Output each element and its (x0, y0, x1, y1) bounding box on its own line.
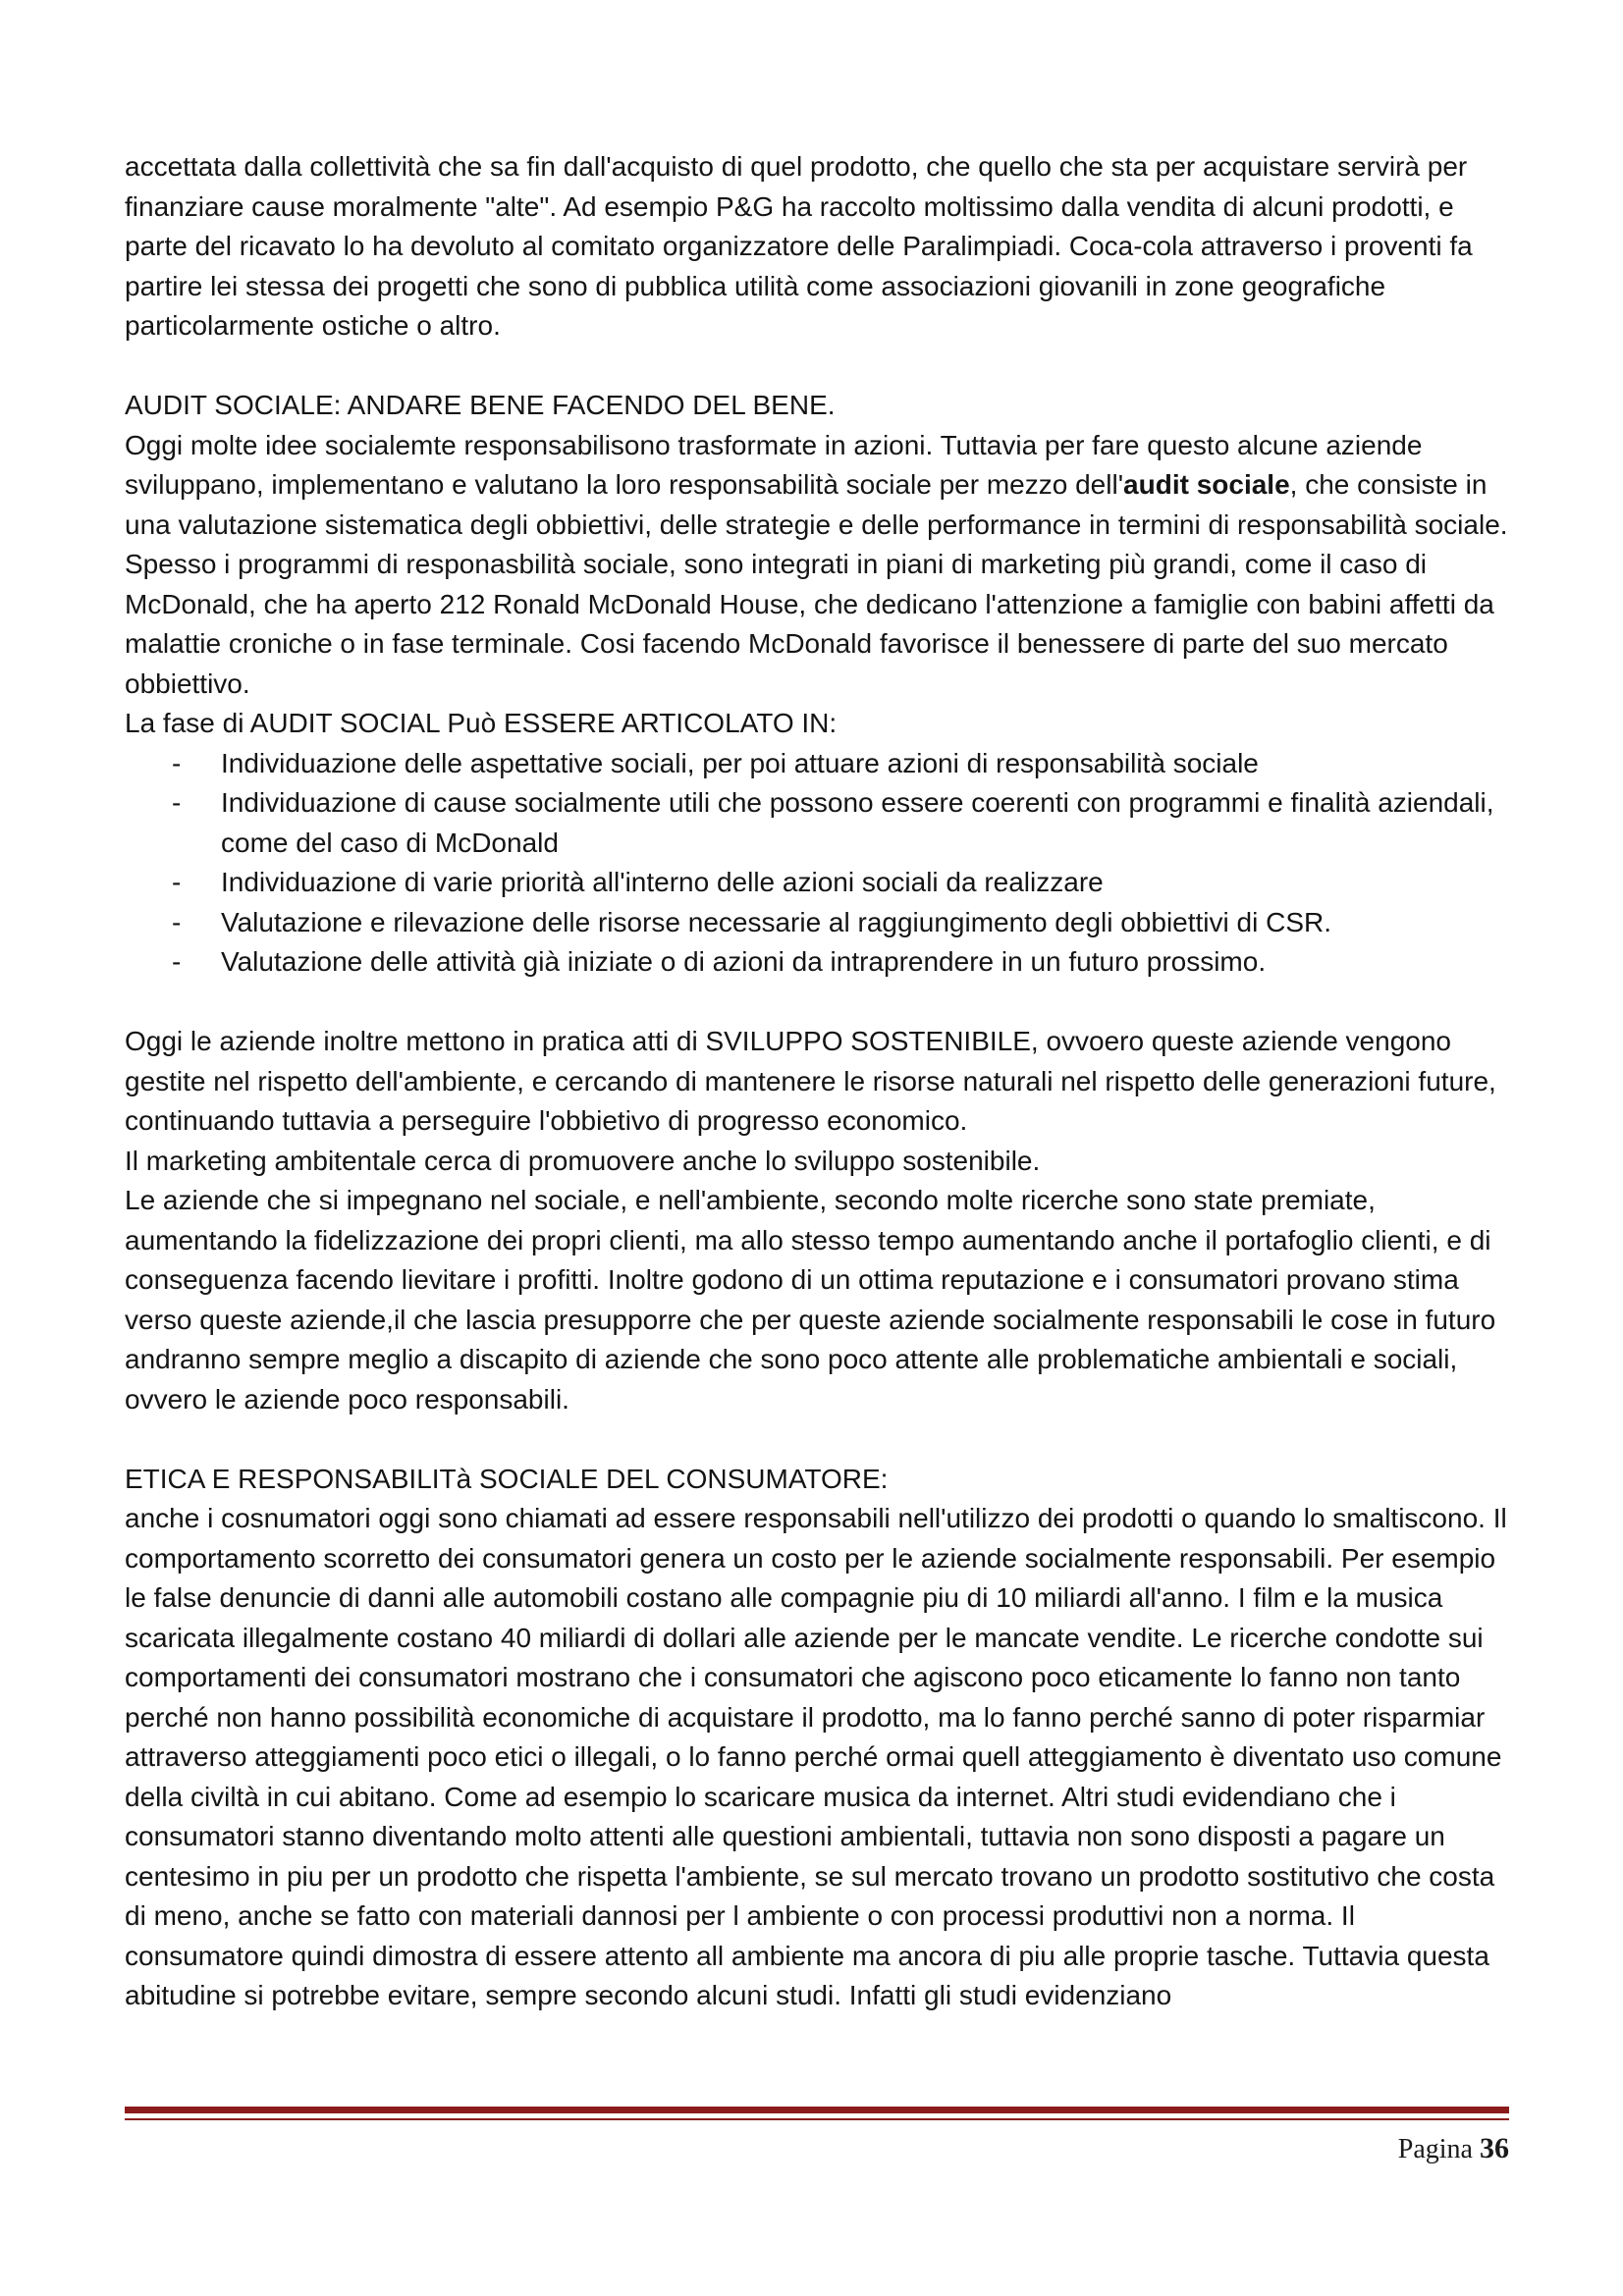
etica-heading: ETICA E RESPONSABILITà SOCIALE DEL CONSUMATORE: (125, 1463, 889, 1494)
list-item (125, 744, 1509, 784)
list-item (125, 863, 1509, 903)
audit-paragraph-mcdonald: Spesso i programmi di responasbilità sociale, sono integrati in piani di marketing più grandi, come il caso di McDonald, che ha aperto 212 Ronald McDonald House, che dedicano l'attenzione a famiglie con babini affetti da malattie croniche o in fase terminale. Cosi facendo McDonald favorisce il benessere di parte del suo mercato obbiettivo. (125, 549, 1494, 699)
paragraph-intro: accettata dalla collettività che sa fin dall'acquisto di quel prodotto, che quello che sta per acquistare servirà per finanziare cause moralmente "alte". Ad esempio P&G ha raccolto moltissimo dalla vendita di alcuni prodotti, e parte del ricavato lo ha devoluto al comitato organizzatore delle Paralimpiadi. Coca-cola attraverso i proventi fa partire lei stessa dei progetti che sono di pubblica utilità come associazioni giovanili in zone geografiche particolarmente ostiche o altro. (125, 151, 1473, 341)
list-item (125, 942, 1509, 983)
list-item-text: Valutazione delle attività già iniziate o di azioni da intraprendere in un futuro prossimo. (221, 946, 1267, 977)
marketing-ambientale-paragraph: Il marketing ambitentale cerca di promuovere anche lo sviluppo sostenibile. (125, 1145, 1041, 1176)
page-number-value: 36 (1480, 2132, 1509, 2164)
page-label: Pagina (1397, 2134, 1473, 2164)
audit-list (125, 744, 1509, 983)
spacer (125, 347, 1509, 387)
dash-bullet: - (172, 747, 182, 778)
audit-text-before: Oggi molte idee socialemte responsabilisono trasformate in azioni. Tuttavia per fare questo alcune aziende sviluppano, implementano e valutano la loro responsabilità sociale per mezzo dell' (125, 429, 1423, 500)
audit-heading: AUDIT SOCIALE: ANDARE BENE FACENDO DEL BENE. (125, 390, 836, 420)
page-number (1398, 2132, 1509, 2165)
audit-paragraph (125, 426, 1509, 546)
sviluppo-paragraph: Oggi le aziende inoltre mettono in pratica atti di SVILUPPO SOSTENIBILE, ovvoero queste aziende vengono gestite nel rispetto dell'ambiente, e cercando di mantenere le risorse naturali nel rispetto delle generazioni future, continuando tuttavia a perseguire l'obbietivo di progresso economico. (125, 1026, 1496, 1136)
audit-text-after: , che consiste in una valutazione sistematica degli obbiettivi, delle strategie e delle performance in termini di responsabilità sociale. (125, 469, 1508, 540)
audit-bold-term: audit sociale (1123, 469, 1290, 500)
dash-bullet: - (172, 787, 182, 818)
list-item (125, 903, 1509, 943)
dash-bullet: - (172, 906, 182, 937)
spacer (125, 1419, 1509, 1460)
list-item (125, 783, 1509, 863)
etica-paragraph: anche i cosnumatori oggi sono chiamati ad essere responsabili nell'utilizzo dei prodotti o quando lo smaltiscono. Il comportamento scorretto dei consumatori genera un costo per le aziende socialmente responsabili. Per esempio le false denuncie di danni alle automobili costano alle compagnie piu di 10 miliardi all'anno. I film e la musica scaricata illegalmente costano 40 miliardi di dollari alle aziende per le mancate vendite. Le ricerche condotte sui comportamenti dei consumatori mostrano che i consumatori che agiscono poco eticamente lo fanno non tanto perché non hanno possibilità economiche di acquistare il prodotto, ma lo fanno perché sanno di poter risparmiar attraverso atteggiamenti poco etici o illegali, o lo fanno perché ormai quell atteggiamento è diventato uso comune della civiltà in cui abitano. Come ad esempio lo scaricare musica da internet. Altri studi evidendiano che i consumatori stanno diventando molto attenti alle questioni ambientali, tuttavia non sono disposti a pagare un centesimo in piu per un prodotto che rispetta l'ambiente, se sul mercato trovano un prodotto sostitutivo che costa di meno, anche se fatto con materiali dannosi per l ambiente o con processi produttivi non a norma. Il consumatore quindi dimostra di essere attento all ambiente ma ancora di piu alle proprie tasche. Tuttavia questa abitudine si potrebbe evitare, sempre secondo alcuni studi. Infatti gli studi evidenziano (125, 1503, 1507, 2010)
list-item-text: Individuazione di cause socialmente utili che possono essere coerenti con programmi e finalità aziendali, come del caso di McDonald (221, 787, 1494, 858)
list-item-text: Valutazione e rilevazione delle risorse necessarie al raggiungimento degli obbiettivi di CSR. (221, 906, 1331, 937)
footer-rule-thin (125, 2118, 1509, 2120)
dash-bullet: - (172, 946, 182, 977)
spacer (125, 983, 1509, 1023)
audit-list-intro: La fase di AUDIT SOCIAL Può ESSERE ARTICOLATO IN: (125, 708, 838, 738)
dash-bullet: - (172, 867, 182, 897)
list-item-text: Individuazione di varie priorità all'interno delle azioni sociali da realizzare (221, 867, 1104, 897)
aziende-impegno-paragraph: Le aziende che si impegnano nel sociale, e nell'ambiente, secondo molte ricerche sono state premiate, aumentando la fidelizzazione dei propri clienti, ma allo stesso tempo aumentando anche il portafoglio clienti, e di conseguenza facendo lievitare i profitti. Inoltre godono di un ottima reputazione e i consumatori provano stima verso queste aziende,il che lascia presupporre che per queste aziende socialmente responsabili le cose in futuro andranno sempre meglio a discapito di aziende che sono poco attente alle problematiche ambientali e sociali, ovvero le aziende poco responsabili. (125, 1185, 1496, 1415)
document-body (125, 147, 1509, 2016)
footer-rule-thick (125, 2107, 1509, 2113)
list-item-text: Individuazione delle aspettative sociali, per poi attuare azioni di responsabilità sociale (221, 747, 1259, 778)
